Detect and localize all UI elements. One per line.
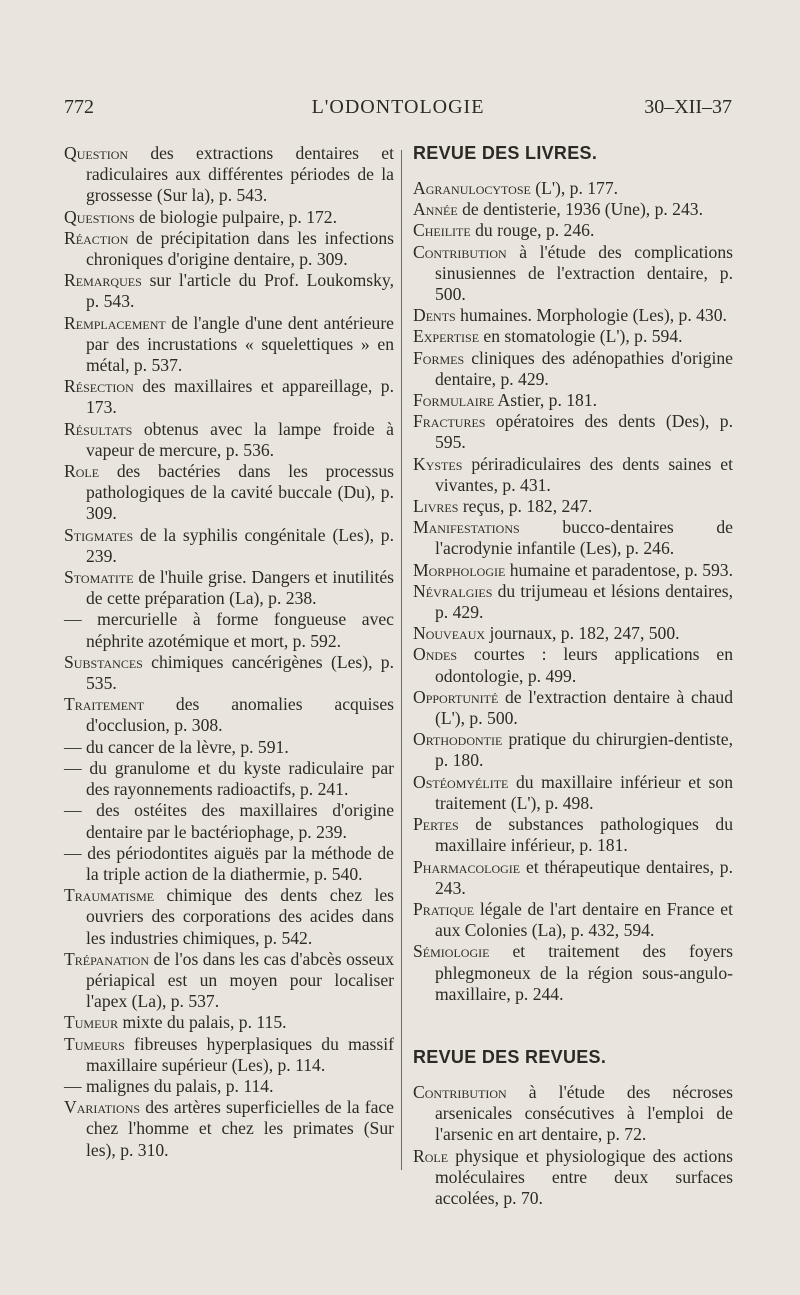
entry-keyword: Remplacement (64, 312, 166, 333)
index-entry (413, 581, 733, 623)
entry-keyword: Ostéomyélite (413, 771, 509, 792)
page-number: 772 (64, 96, 94, 118)
index-entry (413, 814, 733, 856)
index-entry (413, 242, 733, 306)
entry-keyword: Réaction (64, 227, 129, 248)
journal-title: L'ODONTOLOGIE (311, 96, 485, 118)
index-entry (413, 326, 733, 347)
entry-text: chimique des dents chez les ouvriers des corporations des acides dans les industries chimiques, p. 542. (86, 885, 394, 948)
entry-text: pratique du chirurgien-dentiste, p. 180. (435, 729, 733, 771)
entry-text: de l'angle d'une dent antérieure par des incrustations « squelettiques » en métal, p. 537. (86, 312, 394, 376)
entry-text: légale de l'art dentaire en France et aux Colonies (La), p. 432, 594. (435, 898, 733, 941)
revue-des-livres-list (413, 178, 733, 1005)
index-entry (413, 517, 733, 559)
issue-date: 30–XII–37 (644, 96, 732, 118)
entry-text: humaine et paradentose, p. 593. (505, 559, 733, 580)
entry-keyword: Névralgies (413, 580, 493, 601)
entry-text: fibreuses hyperplasiques du massif maxillaire supérieur (Les), p. 114. (86, 1033, 394, 1075)
entry-keyword: Role (413, 1145, 449, 1166)
entry-text: sur l'article du Prof. Loukomsky, p. 543. (86, 270, 394, 312)
entry-keyword: Opportunité (413, 686, 499, 707)
index-entry (413, 390, 733, 411)
entry-text: des bactéries dans les processus pathologiques de la cavité buccale (Du), p. 309. (86, 461, 394, 524)
entry-text: — malignes du palais, p. 114. (64, 1075, 274, 1096)
entry-keyword: Manifestations (413, 517, 520, 538)
entry-text: cliniques des adénopathies d'origine dentaire, p. 429. (435, 347, 733, 389)
column-divider (401, 150, 402, 1170)
entry-keyword: Questions (64, 206, 135, 227)
index-entry (413, 899, 733, 941)
entry-keyword: Stigmates (64, 524, 134, 545)
entry-text: reçus, p. 182, 247. (458, 496, 593, 517)
entry-text: de précipitation dans les infections chroniques d'origine dentaire, p. 309. (86, 227, 394, 270)
index-entry (64, 949, 394, 1013)
entry-keyword: Pratique (413, 898, 475, 919)
entry-text: — des ostéites des maxillaires d'origine dentaire par le bactériophage, p. 239. (64, 800, 394, 842)
entry-keyword: Formes (413, 347, 465, 368)
entry-keyword: Cheilite (413, 220, 471, 241)
entry-text: Astier, p. 181. (494, 390, 598, 411)
index-entry (413, 178, 733, 199)
entry-keyword: Question (64, 143, 129, 163)
entry-text: du maxillaire inférieur et son traitement (L'), p. 498. (435, 771, 733, 813)
section-title-revue-des-revues: REVUE DES REVUES. (413, 1046, 607, 1067)
index-entry (64, 843, 394, 885)
entry-text: de l'os dans les cas d'abcès osseux périapical est un moyen pour localiser l'apex (La), p. 537. (86, 948, 394, 1012)
index-entry (64, 885, 394, 949)
entry-text: — des périodontites aiguës par la méthode de la triple action de la diathermie, p. 540. (64, 842, 394, 884)
entry-keyword: Dents (413, 305, 456, 326)
index-entry (64, 1012, 394, 1033)
entry-text: opératoires des dents (Des), p. 595. (435, 411, 733, 453)
index-entry (64, 313, 394, 377)
entry-keyword: Morphologie (413, 559, 506, 580)
index-entry (413, 560, 733, 581)
index-entry (64, 525, 394, 567)
entry-keyword: Orthodontie (413, 729, 503, 750)
entry-keyword: Livres (413, 496, 459, 517)
entry-keyword: Remarques (64, 270, 142, 291)
entry-text: de l'huile grise. Dangers et inutilités de cette préparation (La), p. 238. (86, 567, 394, 609)
index-entry (413, 199, 733, 220)
entry-text: physique et physiologique des actions moléculaires entre deux surfaces accolées, p. 70. (435, 1145, 733, 1208)
index-entry (64, 1034, 394, 1076)
entry-text: du trijumeau et lésions dentaires, p. 429. (435, 580, 733, 623)
index-entry (413, 857, 733, 899)
index-entry (64, 609, 394, 651)
index-entry (413, 623, 733, 644)
entry-keyword: Fractures (413, 411, 486, 432)
entry-text: des extractions dentaires et radiculaires aux différentes périodes de la grossesse (Sur la), p. 543. (86, 143, 394, 206)
index-entry (64, 207, 394, 228)
entry-keyword: Année (413, 199, 458, 220)
index-entry (413, 496, 733, 517)
index-entry (413, 772, 733, 814)
index-entry (64, 737, 394, 758)
index-entry (64, 567, 394, 609)
index-entry (413, 305, 733, 326)
entry-keyword: Résultats (64, 418, 133, 439)
entry-keyword: Résection (64, 376, 134, 397)
entry-text: — mercurielle à forme fongueuse avec néphrite azotémique et mort, p. 592. (64, 609, 394, 651)
index-entry (64, 419, 394, 461)
entry-text: du rouge, p. 246. (470, 220, 595, 241)
entry-text: de substances pathologiques du maxillaire inférieur, p. 181. (435, 814, 733, 856)
index-entry (64, 228, 394, 270)
entry-keyword: Role (64, 461, 100, 482)
entry-text: chimiques cancérigènes (Les), p. 535. (86, 651, 394, 694)
entry-text: et traitement des foyers phlegmoneux de la région sous-angulo-maxillaire, p. 244. (435, 941, 733, 1004)
right-column (413, 143, 733, 1209)
entry-text: à l'étude des complications sinusiennes de l'extraction dentaire, p. 500. (435, 241, 733, 305)
entry-keyword: Contribution (413, 1081, 507, 1102)
entry-text: obtenus avec la lampe froide à vapeur de mercure, p. 536. (86, 418, 394, 460)
entry-keyword: Variations (64, 1097, 141, 1118)
entry-keyword: Substances (64, 651, 143, 672)
index-entry (64, 461, 394, 525)
entry-text: à l'étude des nécroses arsenicales consécutives à l'emploi de l'arsenic en art dentaire, p. 72. (435, 1081, 733, 1145)
index-entry (64, 1097, 394, 1161)
entry-keyword: Pertes (413, 814, 459, 835)
entry-text: de dentisterie, 1936 (Une), p. 243. (457, 199, 703, 220)
index-entry (64, 652, 394, 694)
entry-text: humaines. Morphologie (Les), p. 430. (455, 305, 727, 326)
entry-keyword: Ondes (413, 644, 458, 665)
entry-text: en stomatologie (L'), p. 594. (479, 326, 683, 347)
entry-keyword: Pharmacologie (413, 856, 521, 877)
entry-text: périradiculaires des dents saines et vivantes, p. 431. (435, 453, 733, 495)
entry-keyword: Expertise (413, 326, 480, 347)
revue-des-revues-list (413, 1082, 733, 1209)
entry-text: des anomalies acquises d'occlusion, p. 308. (86, 694, 394, 736)
entry-keyword: Stomatite (64, 567, 134, 588)
entry-keyword: Traumatisme (64, 885, 155, 906)
entry-text: de la syphilis congénitale (Les), p. 239. (86, 524, 394, 566)
entry-text: de biologie pulpaire, p. 172. (134, 206, 338, 227)
index-entry (413, 454, 733, 496)
index-entry (413, 220, 733, 241)
index-entry (64, 143, 394, 207)
entry-text: — du granulome et du kyste radiculaire par des rayonnements radioactifs, p. 241. (64, 757, 394, 800)
entry-text: de l'extraction dentaire à chaud (L'), p. 500. (435, 686, 733, 729)
left-column (64, 143, 394, 1161)
index-entry (413, 729, 733, 771)
entry-text: bucco-dentaires de l'acrodynie infantile (Les), p. 246. (435, 517, 733, 559)
index-entry (413, 348, 733, 390)
index-entry (64, 376, 394, 418)
entry-text: — du cancer de la lèvre, p. 591. (64, 736, 289, 757)
index-entry (413, 687, 733, 729)
entry-keyword: Traitement (64, 694, 145, 715)
entry-keyword: Sémiologie (413, 941, 490, 962)
entry-text: des artères superficielles de la face chez l'homme et chez les primates (Sur les), p. 310. (86, 1097, 394, 1160)
entry-text: mixte du palais, p. 115. (118, 1012, 287, 1033)
index-entry (64, 694, 394, 736)
entry-text: et thérapeutique dentaires, p. 243. (435, 856, 733, 898)
index-entry (413, 1082, 733, 1146)
index-entry (413, 1146, 733, 1210)
running-header (64, 96, 732, 126)
entry-text: courtes : leurs applications en odontologie, p. 499. (435, 644, 733, 686)
entry-text: journaux, p. 182, 247, 500. (485, 623, 680, 644)
entry-keyword: Tumeur (64, 1012, 119, 1033)
index-entry (413, 941, 733, 1005)
entry-keyword: Contribution (413, 241, 507, 262)
entry-keyword: Agranulocytose (413, 178, 531, 198)
index-entry (64, 800, 394, 842)
index-entry (64, 270, 394, 312)
entry-keyword: Formulaire (413, 390, 495, 411)
entry-keyword: Nouveaux (413, 623, 486, 644)
section-title-revue-des-livres: REVUE DES LIVRES. (413, 143, 598, 163)
index-entry (413, 411, 733, 453)
entry-text: des maxillaires et appareillage, p. 173. (86, 376, 394, 418)
index-entry (64, 1076, 394, 1097)
entry-keyword: Kystes (413, 453, 463, 474)
entry-text: (L'), p. 177. (530, 178, 619, 198)
index-entry (413, 644, 733, 686)
entry-keyword: Tumeurs (64, 1033, 125, 1054)
index-entry (64, 758, 394, 800)
entry-keyword: Trépanation (64, 948, 149, 969)
